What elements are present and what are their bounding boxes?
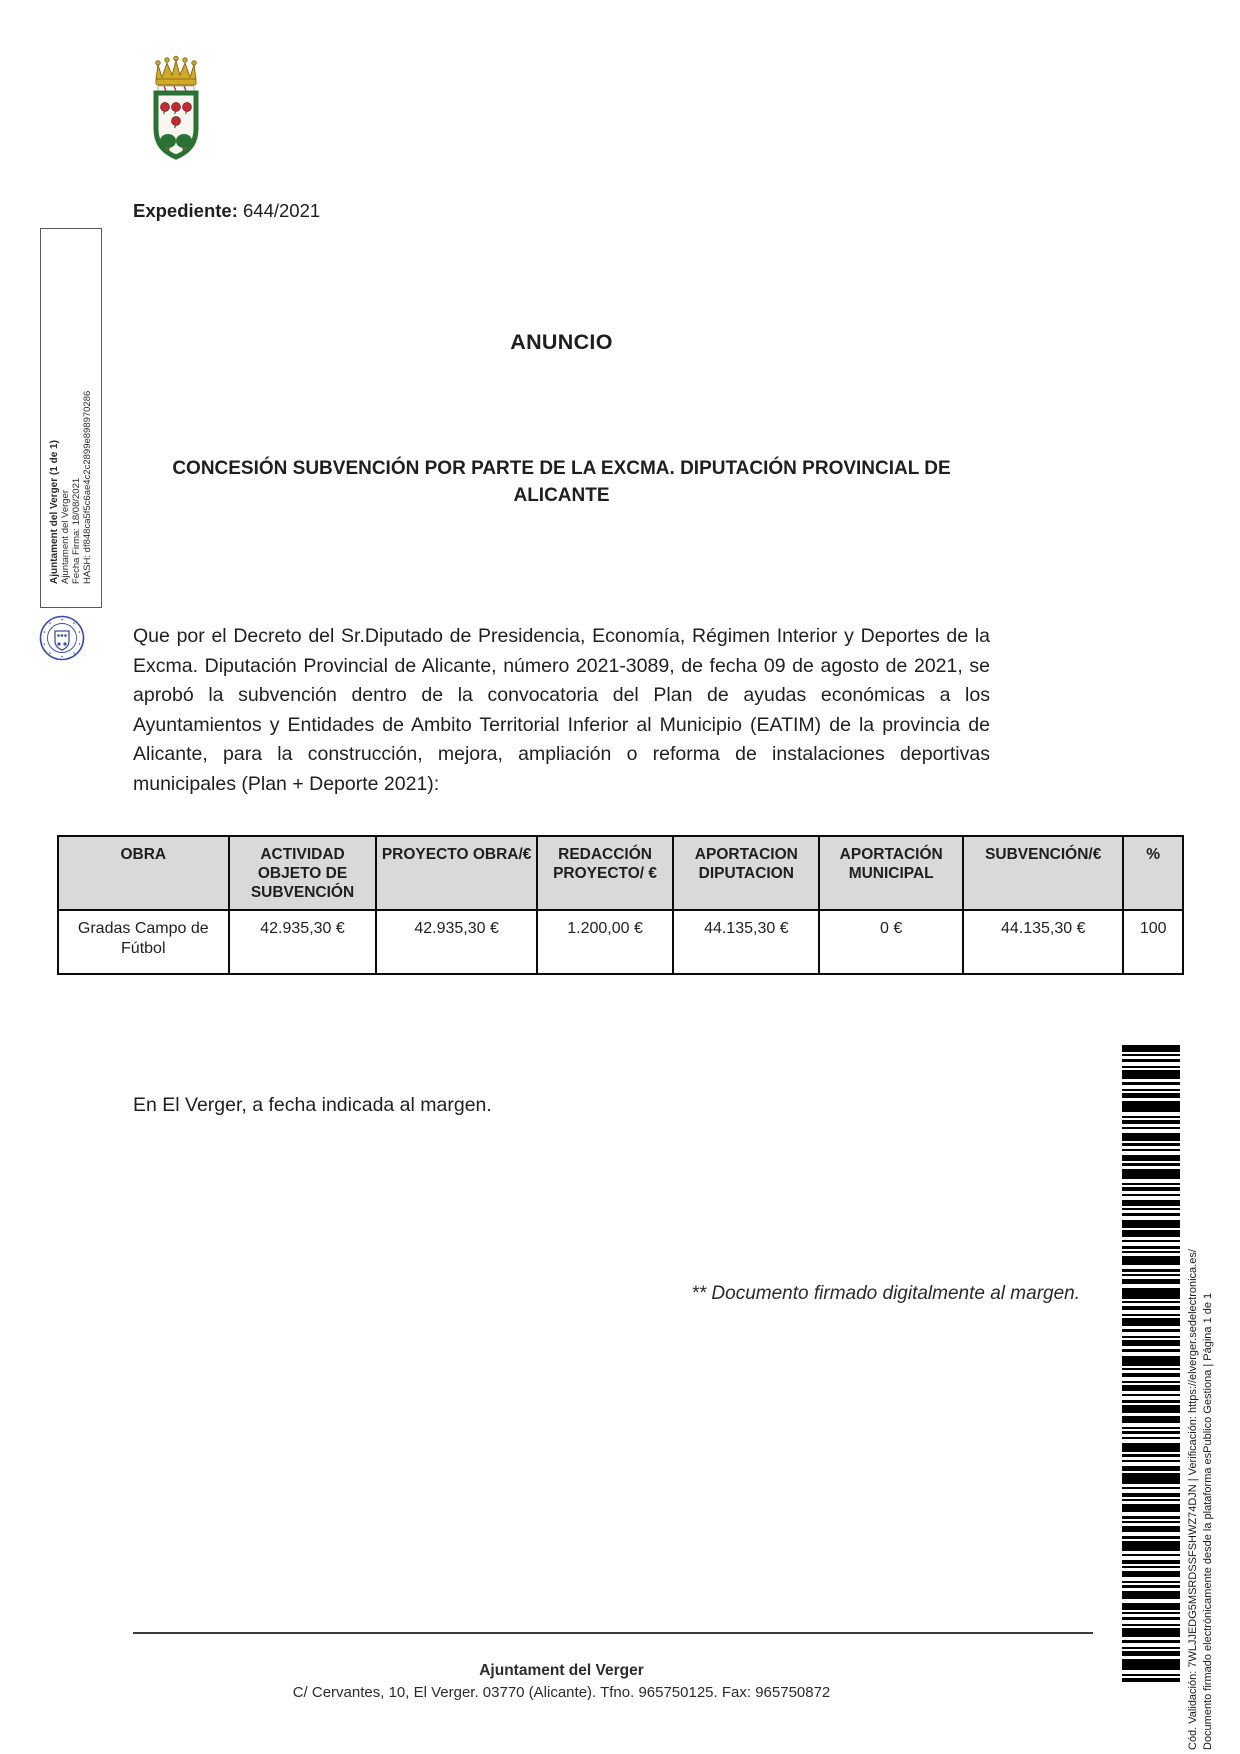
signature-date: Fecha Firma: 18/08/2021 [71,477,82,584]
table-header-cell: REDACCIÓN PROYECTO/ € [537,836,674,910]
table-header-row [58,836,1183,910]
barcode-icon [1122,1045,1180,1693]
table-cell: Gradas Campo de Fútbol [58,910,229,974]
body-paragraph: Que por el Decreto del Sr.Diputado de Presidencia, Economía, Régimen Interior y Deportes de la Excma. Diputación Provincial de Alicante, número 2021-3089, de fecha 09 de agosto de 2021, se aprobó la subvención dentro de la convocatoria del Plan de ayudas económicas a los Ayuntamientos y Entidades de Ambito Territorial Inferior al Municipio (EATIM) de la provincia de Alicante, para la construcción, mejora, ampliación o reforma de instalaciones deportivas municipales (Plan + Deporte 2021): [133,625,990,795]
page-title: ANUNCIO [510,330,613,354]
table-cell: 44.135,30 € [673,910,819,974]
table-row [58,910,1183,974]
coat-of-arms-icon [146,55,206,167]
signer-name: Ajuntament del Verger (1 de 1) [49,440,60,584]
expediente-label: Expediente: [133,200,238,221]
municipal-stamp-icon [38,614,86,662]
table-header-cell: OBRA [58,836,229,910]
signature-margin-box [40,228,102,608]
footer-address: C/ Cervantes, 10, El Verger. 03770 (Alicante). Tfno. 965750125. Fax: 965750872 [292,1684,831,1701]
signer-org: Ajuntament del Verger [60,489,71,584]
table-header-cell: % [1123,836,1183,910]
footer-organization: Ajuntament del Verger [479,1662,644,1679]
table-header-cell: APORTACION DIPUTACION [673,836,819,910]
table-header-cell: ACTIVIDAD OBJETO DE SUBVENCIÓN [229,836,377,910]
place-line: En El Verger, a fecha indicada al margen. [133,1094,492,1116]
expediente [133,200,320,222]
footer-divider [133,1632,1093,1634]
signature-margin-text [49,324,95,584]
table-cell: 1.200,00 € [537,910,674,974]
platform-line: Documento firmado electrónicamente desde la plataforma esPublico Gestiona | Página 1 de 1 [1202,1292,1214,1750]
expediente-value: 644/2021 [243,200,321,221]
table-cell: 44.135,30 € [963,910,1123,974]
document-heading: CONCESIÓN SUBVENCIÓN POR PARTE DE LA EXCMA. DIPUTACIÓN PROVINCIAL DE ALICANTE [172,458,951,506]
subvention-table [57,835,1184,975]
validation-margin-text [1186,990,1218,1750]
digital-signature-note: ** Documento firmado digitalmente al margen. [691,1283,1080,1304]
validation-code-line: Cód. Validación: 7WLJJEDG5MSRDSSFSHWZ74DJN | Verificación: https://elverger.sedelectronica.es/ [1187,1249,1199,1750]
table-header-cell: PROYECTO OBRA/€ [376,836,536,910]
table-header-cell: APORTACIÓN MUNICIPAL [819,836,963,910]
table-header-cell: SUBVENCIÓN/€ [963,836,1123,910]
signature-hash: HASH: df848ca5f5c6ae4c2c2899e898970286 [82,390,93,584]
table-cell: 42.935,30 € [376,910,536,974]
table-cell: 100 [1123,910,1183,974]
table-cell: 42.935,30 € [229,910,377,974]
table-cell: 0 € [819,910,963,974]
